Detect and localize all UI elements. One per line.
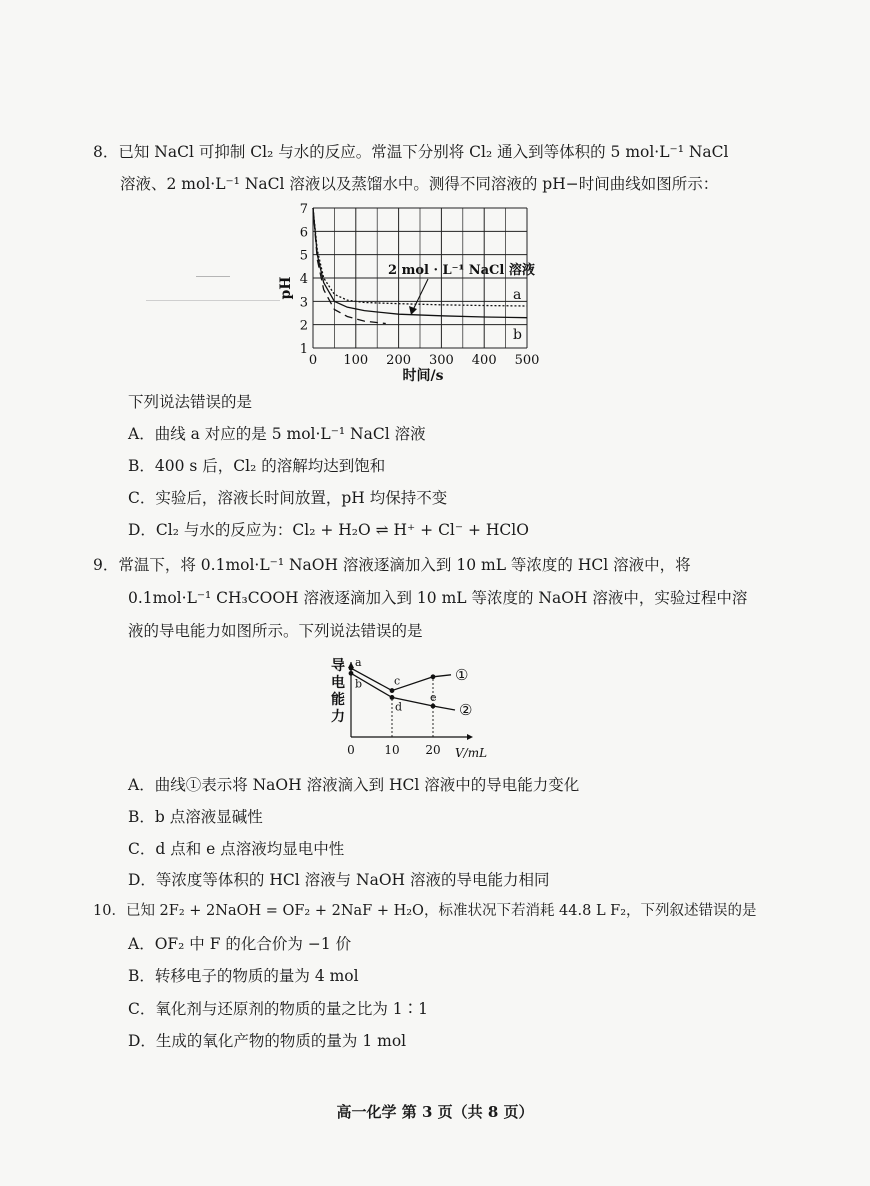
ph-y-tick-label: 1 [299, 342, 308, 357]
q9-option-b: B．b 点溶液显碱性 [128, 808, 263, 826]
q8-option-c: C．实验后，溶液长时间放置，pH 均保持不变 [128, 489, 448, 507]
ph-y-tick-label: 5 [299, 248, 308, 264]
q8-stem-line1: 8．已知 NaCl 可抑制 Cl₂ 与水的反应。常温下分别将 Cl₂ 通入到等体积的 5 mol·L⁻¹ NaCl [93, 143, 729, 161]
q9-stem-line3: 液的导电能力如图所示。下列说法错误的是 [128, 622, 423, 640]
conductivity-point [390, 688, 395, 693]
conductivity-point-label: a [355, 656, 362, 670]
ph-x-axis-label: 时间/s [402, 368, 444, 384]
ph-y-tick-label: 4 [299, 272, 308, 287]
conductivity-point [390, 695, 395, 700]
ph-y-tick-label: 7 [299, 202, 308, 217]
ph-chart-grid [313, 208, 527, 348]
conductivity-point [349, 671, 354, 676]
q9-stem-line1: 9．常温下，将 0.1mol·L⁻¹ NaOH 溶液逐滴加入到 10 mL 等浓度的 HCl 溶液中，将 [93, 556, 691, 574]
conductivity-x-tick-label: 0 [347, 743, 355, 757]
conductivity-x-arrow [467, 734, 473, 740]
page-footer: 高一化学 第 3 页（共 8 页） [336, 1103, 534, 1121]
annotation-arrow [413, 279, 428, 310]
q8-prompt: 下列说法错误的是 [128, 393, 253, 411]
conductivity-point [349, 666, 354, 671]
q10-option-d: D．生成的氧化产物的物质的量为 1 mol [128, 1032, 407, 1050]
conductivity-series-label: ① [455, 665, 469, 684]
conductivity-curve-tail [433, 706, 455, 710]
conductivity-x-axis-label: V/mL [455, 746, 488, 760]
q9-stem-line2: 0.1mol·L⁻¹ CH₃COOH 溶液逐滴加入到 10 mL 等浓度的 NaOH 溶液中，实验过程中溶 [128, 589, 748, 607]
q8-stem-line2: 溶液、2 mol·L⁻¹ NaCl 溶液以及蒸馏水中。测得不同溶液的 pH−时间曲线如图所示： [120, 175, 719, 193]
conductivity-point-label: c [394, 674, 401, 688]
q9-option-d: D．等浓度等体积的 HCl 溶液与 NaOH 溶液的导电能力相同 [128, 871, 550, 889]
scan-mark [196, 276, 230, 277]
conductivity-point-label: b [355, 677, 363, 691]
q10-option-c: C．氧化剂与还原剂的物质的量之比为 1∶1 [128, 1000, 429, 1018]
conductivity-axis-label-2: 电 [331, 675, 345, 691]
conductivity-axis-label-4: 力 [331, 709, 345, 725]
ph-y-tick-label: 6 [299, 225, 308, 241]
conductivity-point-label: d [395, 700, 403, 714]
series-label-a: a [513, 287, 522, 303]
conductivity-point-label: e [430, 691, 437, 705]
ph-y-tick-label: 2 [299, 318, 308, 334]
ph-x-tick-label: 0 [308, 353, 318, 368]
ph-annotation-label: 2 mol · L⁻¹ NaCl 溶液 [388, 263, 535, 278]
q8-option-b: B．400 s 后，Cl₂ 的溶解均达到饱和 [128, 457, 386, 475]
conductivity-x-tick-label: 20 [425, 743, 441, 757]
ph-x-tick-label: 100 [343, 353, 369, 368]
ph-x-tick-label: 300 [428, 353, 454, 368]
q8-option-d: D．Cl₂ 与水的反应为：Cl₂ + H₂O ⇌ H⁺ + Cl⁻ + HClO [128, 521, 529, 539]
q10-option-a: A．OF₂ 中 F 的化合价为 −1 价 [128, 935, 352, 953]
q10-option-b: B．转移电子的物质的量为 4 mol [128, 967, 359, 985]
ph-chart-ticks [300, 202, 540, 368]
conductivity-axis-label-1: 导 [331, 658, 345, 674]
scan-mark [146, 300, 280, 301]
q10-stem: 10．已知 2F₂ + 2NaOH = OF₂ + 2NaF + H₂O，标准状况下若消耗 44.8 L F₂，下列叙述错误的是 [93, 903, 757, 919]
ph-x-tick-label: 500 [514, 353, 540, 368]
ph-x-tick-label: 200 [386, 353, 412, 368]
conductivity-series [349, 656, 473, 719]
conductivity-axis-label-3: 能 [331, 692, 345, 708]
ph-x-tick-label: 400 [471, 353, 497, 368]
conductivity-x-tick-label: 10 [384, 743, 400, 757]
q8-option-a: A．曲线 a 对应的是 5 mol·L⁻¹ NaCl 溶液 [128, 425, 426, 443]
conductivity-series-label: ② [459, 701, 473, 720]
q9-option-c: C．d 点和 e 点溶液均显电中性 [128, 840, 345, 858]
ph-series-line-b [313, 208, 386, 324]
ph-y-tick-label: 3 [299, 295, 308, 311]
ph-axis-label: pH [278, 276, 294, 300]
annotation-arrowhead [409, 306, 417, 315]
series-label-b: b [513, 327, 522, 343]
conductivity-chart [325, 652, 495, 767]
conductivity-curve-tail [433, 675, 451, 677]
q9-option-a: A．曲线①表示将 NaOH 溶液滴入到 HCl 溶液中的导电能力变化 [128, 776, 580, 794]
conductivity-curve-1 [351, 668, 433, 690]
ph-time-chart [270, 196, 560, 386]
